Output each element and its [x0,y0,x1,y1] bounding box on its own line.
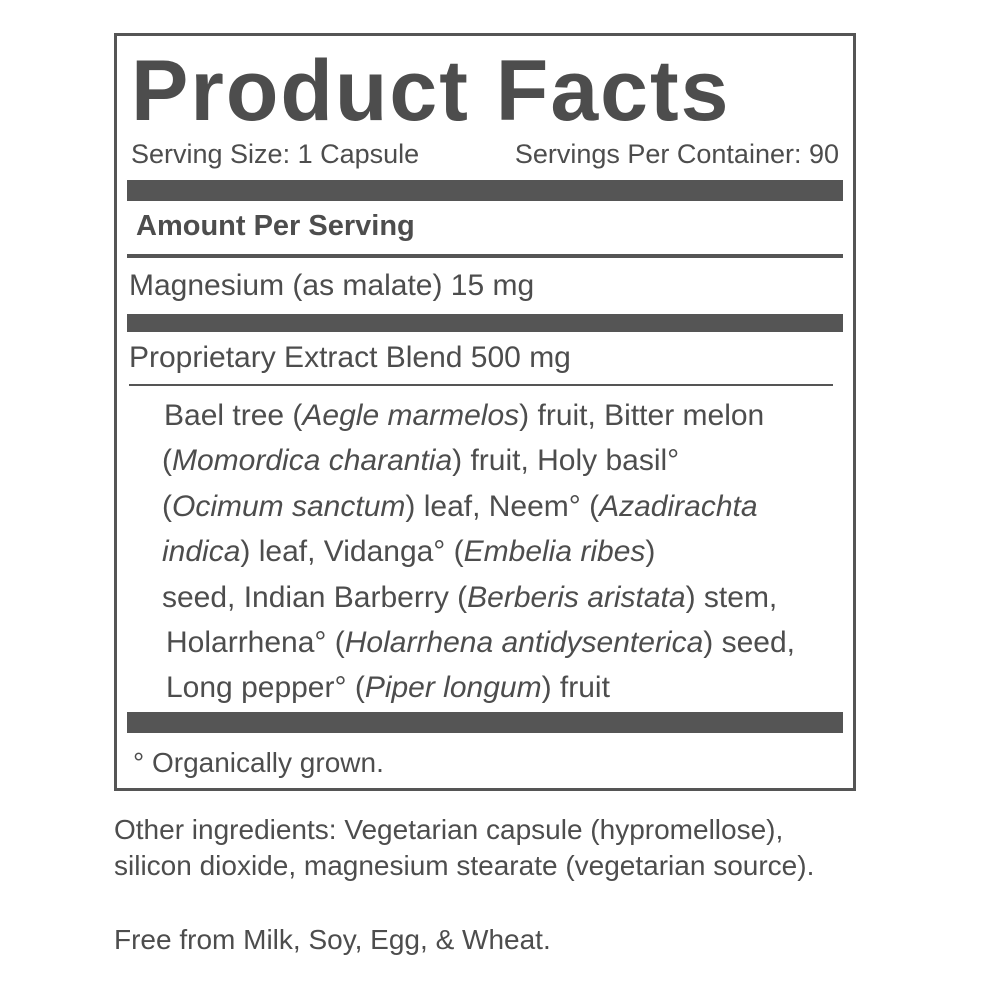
section-divider [127,314,843,332]
ingredient-text: ) stem, [685,580,778,614]
blend-ingredient-line [162,620,852,665]
ingredient-text: ) fruit, Holy basil° [452,444,680,478]
amount-per-serving-header: Amount Per Serving [136,210,415,242]
botanical-name: indica [162,535,241,569]
thick-divider [127,180,843,201]
blend-row: Proprietary Extract Blend 500 mg [129,341,571,374]
blend-divider [129,384,833,386]
ingredient-text: ( [162,444,172,478]
organic-footnote: ° Organically grown. [133,747,384,778]
blend-ingredient-line [162,438,852,483]
serving-size: Serving Size: 1 Capsule [131,139,420,169]
blend-ingredient-line [162,529,852,574]
product-facts-panel [114,33,856,791]
panel-title: Product Facts [131,43,731,139]
other-ingredients [114,812,814,884]
blend-ingredient-line [162,393,852,438]
ingredient-text: Bael tree ( [164,399,303,432]
ingredient-text: ) leaf, Vidanga° ( [240,535,464,569]
ingredient-text: ( [162,489,172,523]
header-divider [127,254,843,258]
botanical-name: Piper longum [364,671,542,705]
botanical-name: Holarrhena antidysenterica [344,626,704,660]
servings-per-container: Servings Per Container: 90 [514,139,839,169]
botanical-name: Aegle marmelos [302,399,520,432]
blend-ingredient-list [162,393,852,711]
ingredient-text: seed, Indian Barberry ( [162,580,468,614]
blend-ingredient-line [162,484,852,529]
other-ingredients-line: Other ingredients: Vegetarian capsule (hypromellose), [114,814,784,845]
other-ingredients-line: silicon dioxide, magnesium stearate (vegetarian source). [114,850,815,881]
magnesium-row: Magnesium (as malate) 15 mg [129,269,535,302]
ingredient-text: ) fruit, Bitter melon [519,399,765,432]
botanical-name: Azadirachta [599,489,758,523]
ingredient-text: ) seed, [703,626,796,660]
botanical-name: Momordica charantia [172,444,453,478]
ingredient-text: Long pepper° ( [166,671,365,705]
botanical-name: Berberis aristata [467,580,686,614]
bottom-divider [127,712,843,733]
blend-ingredient-line [162,575,852,620]
ingredient-text: Holarrhena° ( [166,626,345,660]
botanical-name: Embelia ribes [463,535,646,569]
ingredient-text: ) fruit [541,671,610,705]
ingredient-text: ) leaf, Neem° ( [405,489,600,523]
blend-ingredient-line [162,665,852,710]
botanical-name: Ocimum sanctum [172,489,406,523]
allergen-statement: Free from Milk, Soy, Egg, & Wheat. [114,924,551,955]
ingredient-text: ) [645,535,656,569]
